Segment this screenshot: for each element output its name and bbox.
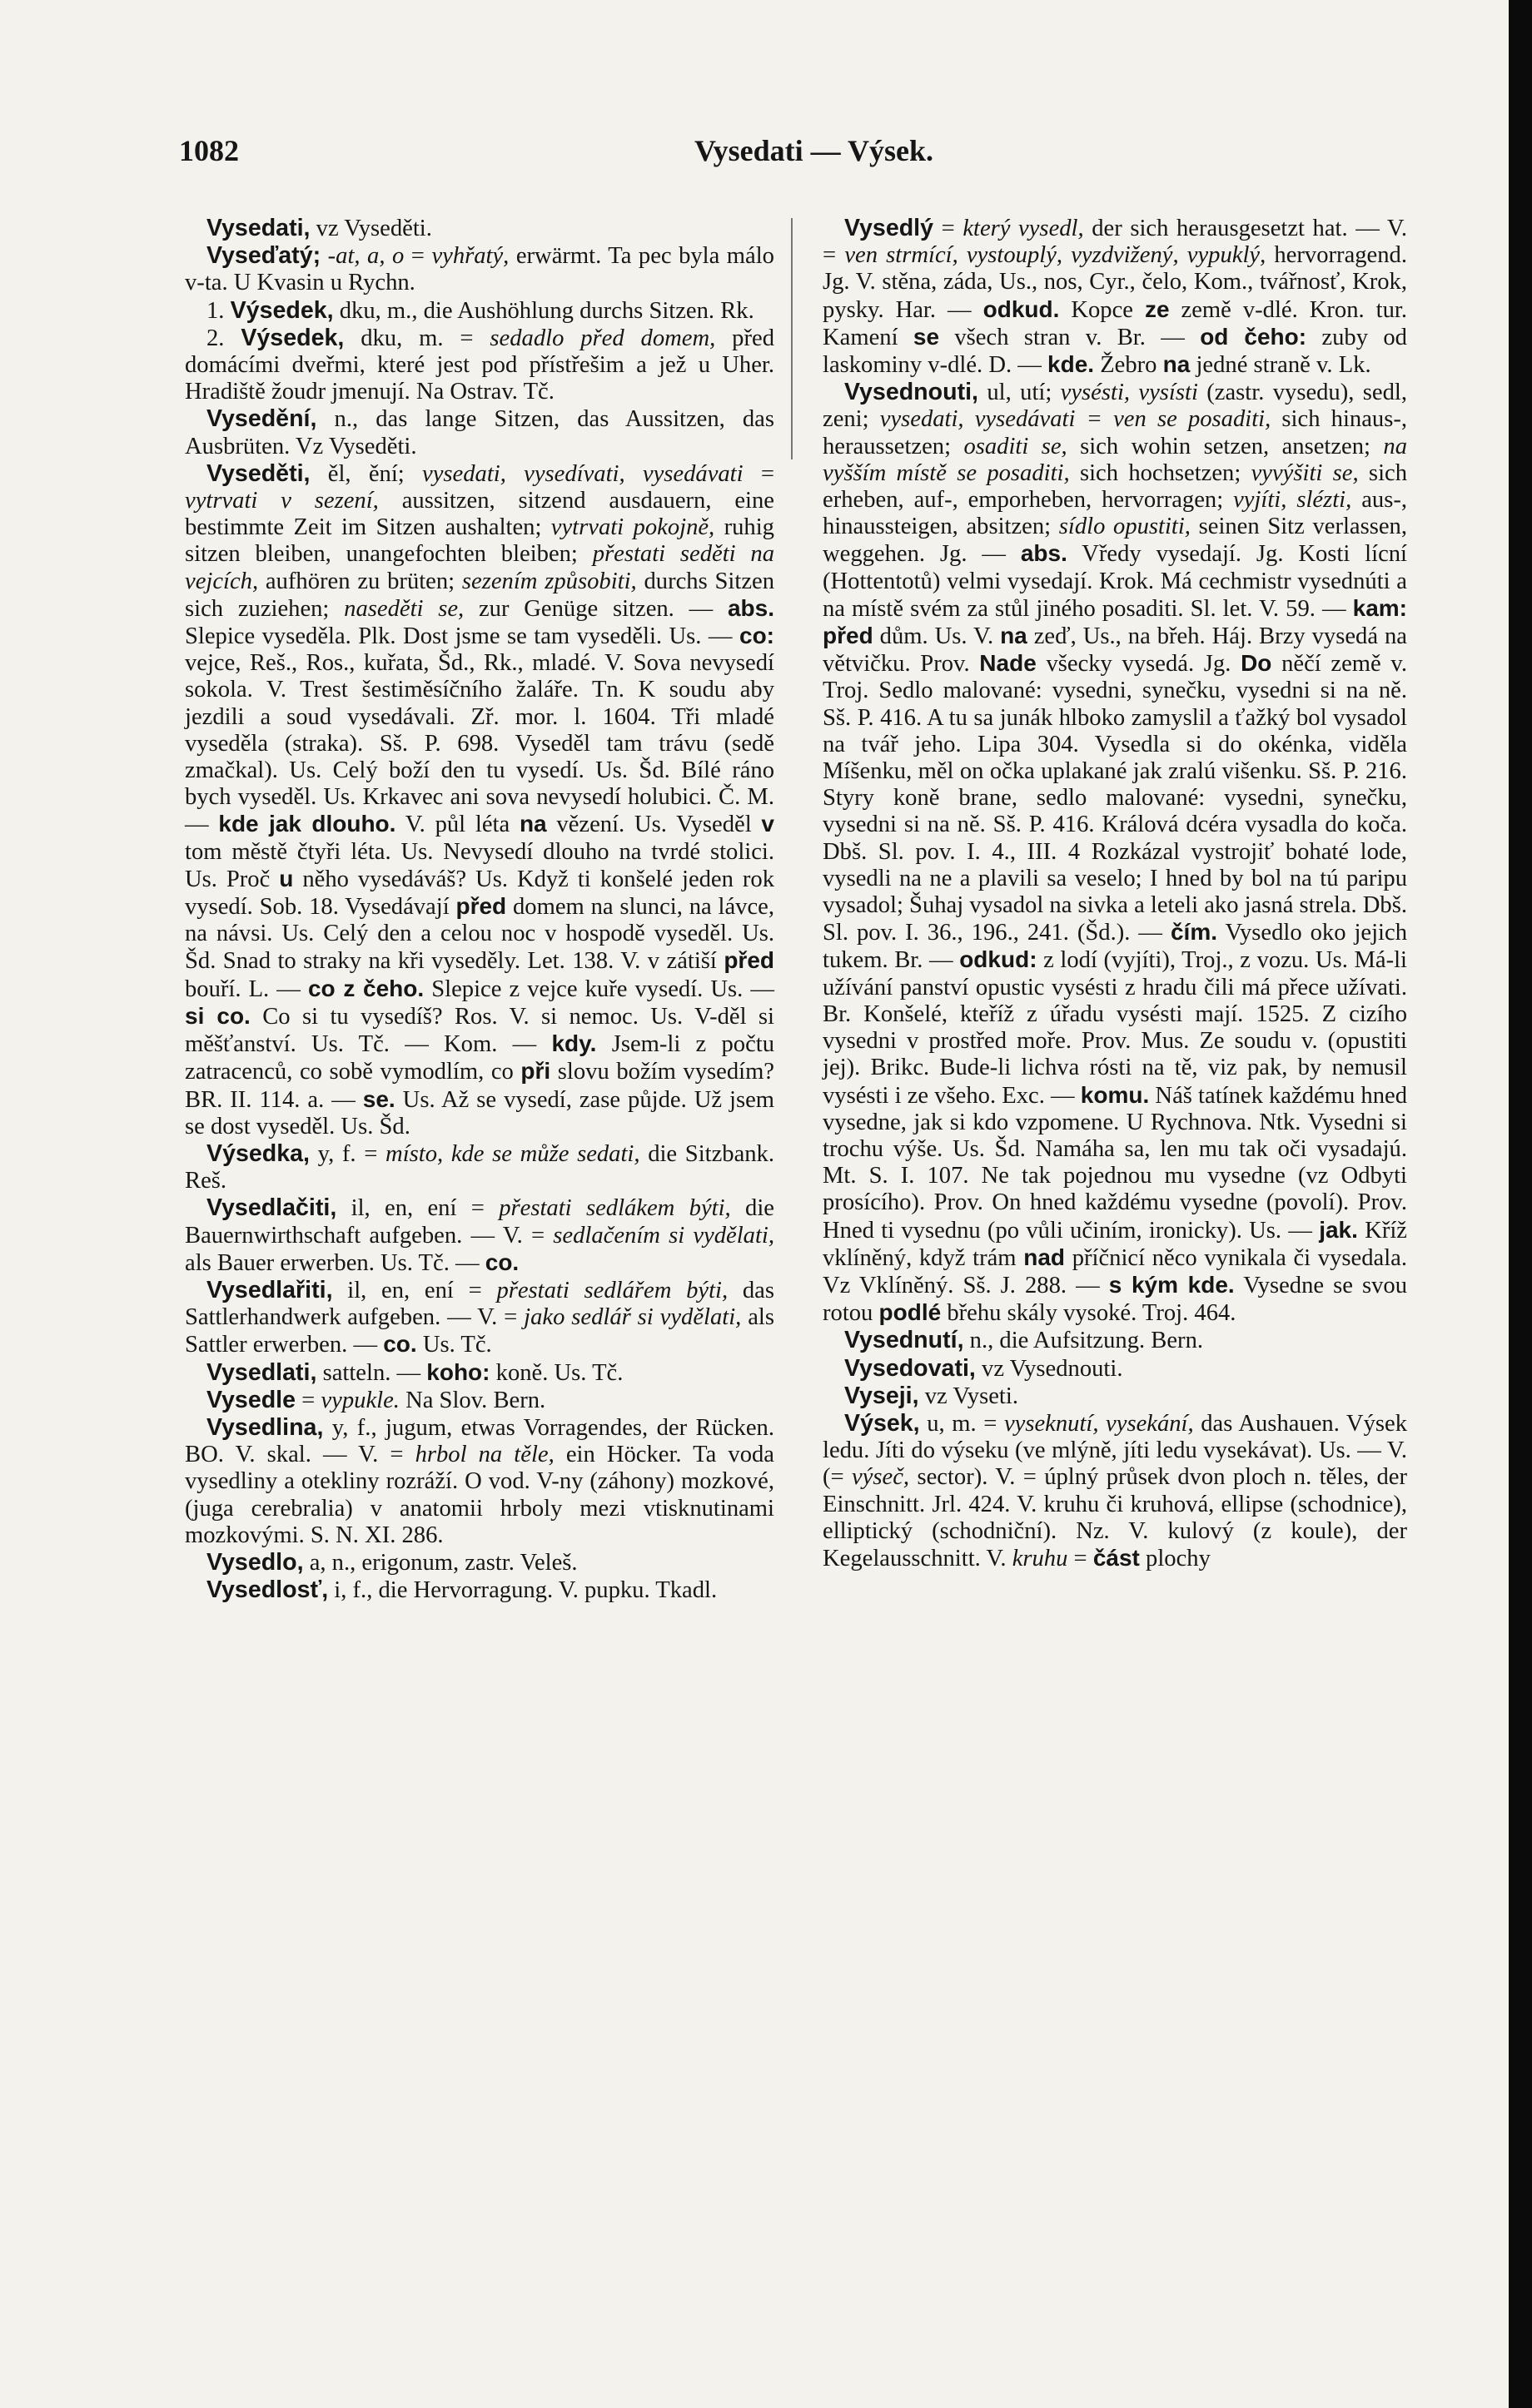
entry-text: bouří. L. — — [185, 976, 308, 1002]
italic-gloss: vysedati, vysedívati, vysedávati — [422, 460, 744, 487]
dictionary-entry — [823, 215, 1407, 379]
italic-gloss: sedadlo před domem, — [490, 325, 716, 351]
entry-text: země v-dlé. Kron. tur. Kamení — [823, 296, 1407, 350]
entry-text: ěl, ění; — [310, 460, 423, 487]
keyword: na — [1000, 623, 1027, 649]
entry-text: plochy — [1139, 1545, 1211, 1571]
running-title: Vysedati — Výsek. — [694, 134, 934, 167]
keyword: Nade — [979, 650, 1037, 677]
entry-text: Kříž vklíněný, když trám — [823, 1217, 1407, 1271]
entry-text: il, en, ení = — [336, 1195, 500, 1222]
entry-text: Kopce — [1059, 296, 1145, 323]
entry-text: = — [1067, 1545, 1093, 1571]
entry-text: Slepice vyseděla. Plk. Dost jsme se tam vyseděli. Us. — — [185, 623, 739, 650]
entry-text: a, n., erigonum, zastr. Veleš. — [303, 1549, 578, 1576]
entry-text: Na Slov. Bern. — [399, 1387, 546, 1413]
entry-text: před domácími dveřmi, které jest pod přístřešim a jež u Uher. Hradiště žoudr jmenují. Na Ostrav. Tč. — [185, 325, 774, 405]
entry-text: domem na slunci, na lávce, na návsi. Us. Celý den a celou noc v hospodě vyseděl. Us. Šd. Snad to straky na kři vyseděly. Let. 138. V. v zátiší — [185, 894, 774, 975]
entry-text: satteln. — — [316, 1359, 427, 1386]
dictionary-entry — [185, 1549, 774, 1576]
keyword: s kým kde. — [1108, 1271, 1235, 1298]
column-rule — [791, 218, 793, 459]
entry-text: něho vysedáváš? Us. Když ti konšelé jeden rok vysedí. Sob. 18. Vysedávají — [185, 866, 774, 921]
entry-text: sich erheben, auf-, emporheben, hervorragen; — [823, 459, 1407, 514]
headword: Vyseděti, — [206, 459, 311, 487]
keyword: si co. — [185, 1002, 251, 1029]
headword: Vysedlosť, — [206, 1576, 329, 1604]
dictionary-entry — [823, 1383, 1407, 1410]
entry-text: = — [933, 216, 963, 241]
dictionary-entry — [185, 1359, 774, 1387]
italic-gloss: vytrvati pokojně, — [550, 514, 715, 541]
entry-text: als Sattler erwerben. — — [185, 1304, 774, 1358]
headword: Vysednouti, — [844, 379, 978, 406]
dictionary-entry — [185, 215, 774, 242]
headword: Vysedlý — [844, 215, 934, 241]
entry-text: Žebro — [1094, 352, 1163, 379]
keyword: na — [519, 811, 547, 837]
entry-text: aussitzen, sitzend ausdauern, eine bestimmte Zeit im Sitzen aushalten; — [185, 488, 774, 541]
keyword: kde jak dlouho. — [218, 811, 396, 837]
italic-gloss: vyvýšiti se, — [1251, 459, 1359, 486]
entry-text: sector). V. = úplný průsek dvon ploch n. těles, der Einschnitt. Jrl. 424. V. kruhu či kruhová, ellipse (schodnice), elliptický (schodniční). Nz. V. kulový (z koule), der Kegelausschnitt. V. — [823, 1464, 1408, 1571]
keyword: se — [913, 323, 940, 350]
keyword: odkud: — [959, 946, 1037, 973]
entry-text: = — [296, 1387, 321, 1413]
italic-gloss: vypukle. — [321, 1387, 400, 1413]
keyword: abs. — [1020, 540, 1067, 567]
headword: Výsek, — [844, 1409, 920, 1437]
entry-text: Náš tatínek každému hned vysedne, jak si kdo vzpomene. U Rychnova. Ntk. Vysedni si trochu výše. Us. Šd. Namáha sa, len mu tak oči vysadajú. Mt. S. I. 107. Ne tak pojednou mu vysedne (vz Odbyti prosícího). Prov. On hned každému vysedne (povolí). Prov. Hned ti vysednu (po vůli učiním, ironicky). Us. — — [823, 1082, 1407, 1244]
italic-gloss: výseč, — [852, 1464, 910, 1491]
entry-text: vz Vyseděti. — [310, 216, 432, 241]
entry-text: das Sattlerhandwerk aufgeben. — V. = — [185, 1277, 774, 1331]
page-header — [179, 133, 1449, 183]
entry-text: koně. Us. Tč. — [490, 1359, 624, 1386]
entry-text: všech stran v. Br. — — [939, 324, 1201, 350]
keyword: část — [1092, 1544, 1140, 1571]
entry-text: břehu skály vysoké. Troj. 464. — [941, 1300, 1236, 1327]
entry-text: der sich herausgesetzt hat. — V. = — [823, 216, 1407, 269]
keyword: před — [455, 893, 507, 920]
dictionary-entry — [185, 297, 774, 325]
entry-text: = — [404, 243, 432, 270]
italic-gloss: na vyšším místě se posaditi, — [823, 433, 1407, 486]
dictionary-entry — [185, 1277, 774, 1359]
entry-text: die Bauernwirthschaft aufgeben. — V. = — [185, 1195, 774, 1249]
keyword: kde. — [1047, 351, 1095, 378]
italic-gloss: vysedati, vysedávati = ven se posaditi, — [879, 406, 1271, 433]
dictionary-entry — [823, 1355, 1407, 1383]
entry-text: sich hochsetzen; — [1069, 459, 1251, 486]
headword: Vysedlo, — [206, 1548, 304, 1576]
entry-text: ul, utí; — [978, 380, 1061, 406]
italic-gloss: vyseknutí, vysekání, — [1003, 1410, 1194, 1437]
keyword: Do — [1241, 650, 1272, 677]
italic-gloss: sídlo opustiti, — [1058, 514, 1191, 540]
entry-text: hervorragend. Jg. V. stěna, záda, Us., nos, Cyr., čelo, Kom., tvářnosť, Krok, pysky. Har. — — [823, 242, 1407, 323]
keyword: u — [279, 865, 294, 891]
keyword: kam: před — [823, 594, 1407, 649]
entry-text: (zastr. vysedu), sedl, zeni; — [823, 380, 1407, 433]
entry-text: V. půl léta — [395, 812, 520, 838]
keyword: od čeho: — [1200, 323, 1307, 350]
entry-text: dům. Us. V. — [873, 623, 1001, 650]
page-number: 1082 — [179, 134, 239, 167]
entry-text: zuby od laskominy v-dlé. D. — — [823, 324, 1407, 379]
headword: Vysedle — [206, 1386, 296, 1413]
dictionary-entry — [185, 1387, 774, 1414]
entry-text: vz Vyseti. — [918, 1383, 1018, 1409]
headword: Vysedlařiti, — [206, 1276, 333, 1303]
keyword: co: — [739, 623, 774, 649]
entry-text: sich wohin setzen, ansetzen; — [1067, 433, 1384, 459]
keyword: co z čeho. — [307, 975, 425, 1001]
entry-text: všecky vysedá. Jg. — [1036, 651, 1241, 678]
entry-text: die Sitzbank. Reš. — [185, 1140, 775, 1194]
keyword: jak. — [1319, 1216, 1358, 1243]
keyword: komu. — [1080, 1081, 1150, 1108]
entry-text: seinen Sitz verlassen, weggehen. Jg. — — [823, 514, 1408, 568]
italic-gloss: osaditi se, — [963, 433, 1067, 459]
entry-text: - — [321, 243, 336, 270]
entry-text: u, m. = — [919, 1410, 1004, 1437]
headword: Výsedek, — [230, 296, 334, 324]
entry-text: 1. — [206, 297, 231, 324]
left-column — [185, 215, 774, 1604]
entry-text: Vysedne se svou rotou — [823, 1272, 1407, 1327]
keyword: co. — [485, 1249, 520, 1275]
entry-text: erwärmt. Ta pec byla málo v-ta. U Kvasin u Rychn. — [185, 243, 774, 296]
headword: Vyseďatý; — [206, 242, 321, 270]
entry-text: Us. Až se vysedí, zase půjde. Už jsem se dost vyseděl. Us. Šd. — [185, 1086, 775, 1139]
headword: Výsedka, — [206, 1139, 310, 1167]
entry-text: y, f. = — [310, 1140, 386, 1167]
italic-gloss: at, a, o — [336, 243, 405, 270]
italic-gloss: místo, kde se může sedati, — [385, 1140, 640, 1167]
italic-gloss: který vysedl, — [962, 216, 1084, 241]
entry-text: aus-, hinaussteigen, absitzen; — [823, 487, 1407, 540]
keyword: před — [724, 947, 774, 974]
headword: Vysedovati, — [844, 1354, 976, 1382]
entry-text: vz Vysednouti. — [975, 1355, 1123, 1382]
keyword: při — [520, 1058, 551, 1085]
entry-text: Slepice z vejce kuře vysedí. Us. — — [424, 976, 774, 1002]
entry-text: dku, m. = — [344, 325, 490, 351]
keyword: čím. — [1170, 919, 1218, 946]
italic-gloss: vyhřatý, — [431, 243, 510, 270]
headword: Výsedek, — [241, 324, 345, 351]
keyword: co. — [383, 1331, 417, 1358]
entry-text: tom městě čtyři léta. Us. Nevysedí dlouho na tvrdé stolici. Us. Proč — [185, 838, 774, 892]
dictionary-entry — [823, 379, 1407, 1327]
entry-text: aufhören zu brüten; — [258, 568, 462, 594]
dictionary-entry — [185, 1414, 774, 1549]
entry-text: něčí země v. Troj. Sedlo malované: vysedni, synečku, vysedni si na ně. Sš. P. 416. A tu sa junák hlboko zamyslil a ťažký bol vysadol na tvář jeho. Lipa 304. Vysedla si do okénka, viděla Míšenku, měl on očka uplakané jak zralú višenku. Sš. P. 216. Styry koně brane, sedlo malované: vysedni, synečku, vysedni si na ně. Sš. P. 416. Králová dcéra vysadla do koča. Dbš. Sl. pov. I. 4., III. 4 Rozkázal vystrojiť bohaté lode, vysedli na ne a plavili sa veselo; I hned by bol na tú paripu vysadol; Šuhaj vysadol na sivka a leteli ako jasná strela. Dbš. Sl. pov. I. 36., 196., 241. (Šd.). — — [823, 651, 1407, 946]
headword: Vyseji, — [844, 1382, 919, 1409]
entry-text: das Aushauen. Výsek ledu. Jíti do výseku (ve mlýně, jíti ledu vysekávat). Us. — V. (= — [823, 1410, 1407, 1491]
entry-text: Us. Tč. — [416, 1332, 492, 1358]
keyword: abs. — [727, 594, 775, 621]
italic-gloss: sedlačením si vydělati, — [553, 1222, 774, 1249]
entry-text: Vysedlo oko jejich tukem. Br. — — [823, 920, 1407, 974]
headword: Vysedlina, — [206, 1413, 324, 1441]
headword: Vysedlati, — [206, 1358, 317, 1386]
italic-gloss: sezením způsobiti, — [461, 568, 637, 594]
italic-gloss: přestati sedlákem býti, — [499, 1195, 731, 1222]
italic-gloss: kruhu — [1012, 1545, 1068, 1571]
entry-text: als Bauer erwerben. Us. Tč. — — [185, 1249, 485, 1276]
keyword: se. — [362, 1085, 395, 1112]
entry-text: = — [743, 460, 774, 487]
entry-text: jedné straně v. Lk. — [1190, 352, 1371, 379]
entry-text: ruhig sitzen bleiben, unangefochten bleiben; — [185, 514, 774, 568]
italic-gloss: vytrvati v sezení, — [185, 488, 379, 514]
entry-text: zeď, Us., na břeh. Háj. Brzy vysedá na větvičku. Prov. — [823, 623, 1407, 678]
keyword: kdy. — [551, 1030, 597, 1057]
keyword: ze — [1144, 295, 1170, 322]
italic-gloss: přestati sedlářem býti, — [496, 1277, 729, 1303]
dictionary-entry — [185, 1194, 774, 1277]
keyword: nad — [1023, 1244, 1066, 1270]
entry-text: vězení. Us. Vyseděl — [546, 812, 762, 838]
italic-gloss: naseděti se, — [344, 595, 465, 622]
entry-text: n., das lange Sitzen, das Aussitzen, das Ausbrüten. Vz Vyseděti. — [185, 406, 774, 459]
keyword: na — [1162, 351, 1191, 378]
entry-text: dku, m., die Aushöhlung durchs Sitzen. Rk. — [333, 297, 754, 324]
headword: Vysedlačiti, — [206, 1194, 337, 1222]
entry-text: i, f., die Hervorragung. V. pupku. Tkadl. — [328, 1577, 718, 1604]
italic-gloss: hrbol na těle, — [415, 1442, 555, 1468]
italic-gloss: přestati seděti na vejcích, — [185, 541, 775, 594]
dictionary-entry — [823, 1410, 1407, 1572]
keyword: odkud. — [982, 295, 1060, 322]
keyword: v — [761, 811, 774, 837]
entry-text: příčnicí něco vynikala či vysedala. Vz Vklíněný. Sš. J. 288. — — [823, 1244, 1407, 1298]
italic-gloss: vysésti, vysísti — [1060, 380, 1198, 406]
italic-gloss: ven strmící, vystouplý, vyzdvižený, vypuklý, — [844, 242, 1266, 269]
keyword: podlé — [878, 1299, 942, 1326]
headword: Vysedati, — [206, 215, 311, 241]
dictionary-entry — [185, 460, 774, 1140]
dictionary-entry — [185, 1140, 774, 1194]
dictionary-entry — [185, 405, 774, 459]
entry-text: Vředy vysedají. Jg. Kosti lícní (Hottentotů) velmi vysedají. Krok. Má cechmistr vysednúti a na místě svém za stůl jiného posaditi. Sl. let. V. 59. — — [823, 541, 1407, 622]
keyword: koho: — [426, 1358, 490, 1385]
entry-text: vejce, Reš., Ros., kuřata, Šd., Rk., mladé. V. Sova nevysedí sokola. V. Trest šestiměsíčního žaláře. Tn. K soudu aby jezdili a soud vysedávali. Zř. mor. l. 1604. Tři mladé vyseděla (straka). Sš. P. 698. Vyseděl tam trávu (sedě zmačkal). Us. Celý boží den tu vysedí. Us. Šd. Bílé ráno bych vyseděl. Us. Krkavec ani sova nevysedí holubici. Č. M. — — [185, 650, 774, 838]
entry-text: z lodí (vyjíti), Troj., z vozu. Us. Má-li užívání panství opustic vysésti z hradu čili má přece užívati. Br. Konšelé, kteříž z úřadu vysésti mají. 1525. Z cizího vysedni v prostřed moře. Prov. Mus. Ze soudu v. (opustiti jej). Brikc. Bude-li lichva rósti na tě, viz pak, by nemusil vysésti i ze všeho. Exc. — — [823, 947, 1407, 1109]
dictionary-entry — [185, 325, 774, 406]
entry-text: n., die Aufsitzung. Bern. — [963, 1328, 1204, 1354]
headword: Vysednutí, — [844, 1327, 964, 1354]
dictionary-entry — [185, 242, 774, 296]
entry-text: Jsem-li z počtu zatracenců, co sobě vymodlím, co — [185, 1031, 775, 1085]
entry-text: slovu božím vysedím? BR. II. 114. a. — — [185, 1059, 774, 1113]
italic-gloss: vyjíti, slézti, — [1233, 487, 1352, 514]
entry-text: y, f., jugum, etwas Vorragendes, der Rücken. BO. V. skal. — V. = — [185, 1414, 774, 1468]
headword: Vysedění, — [206, 405, 317, 433]
dictionary-entry — [185, 1576, 774, 1604]
entry-text: zur Genüge sitzen. — — [464, 595, 728, 622]
entry-text: il, en, ení = — [332, 1277, 497, 1303]
entry-text: Co si tu vysedíš? Ros. V. si nemoc. Us. V-děl si měšťanství. Us. Tč. — Kom. — — [185, 1003, 774, 1058]
entry-text: ein Höcker. Ta voda vysedliny a otekliny rozráží. O vod. V-ny (záhony) mozkové, (juga cerebralia) v anatomii hrboly mezi vtisknutinami mozkovými. S. N. XI. 286. — [185, 1442, 774, 1548]
right-column — [823, 215, 1407, 1572]
entry-text: sich hinaus-, heraussetzen; — [823, 406, 1407, 459]
italic-gloss: jako sedlář si vydělati, — [524, 1304, 742, 1331]
entry-text: 2. — [206, 325, 241, 351]
entry-text: durchs Sitzen sich zuziehen; — [185, 568, 774, 622]
dictionary-entry — [823, 1327, 1407, 1354]
